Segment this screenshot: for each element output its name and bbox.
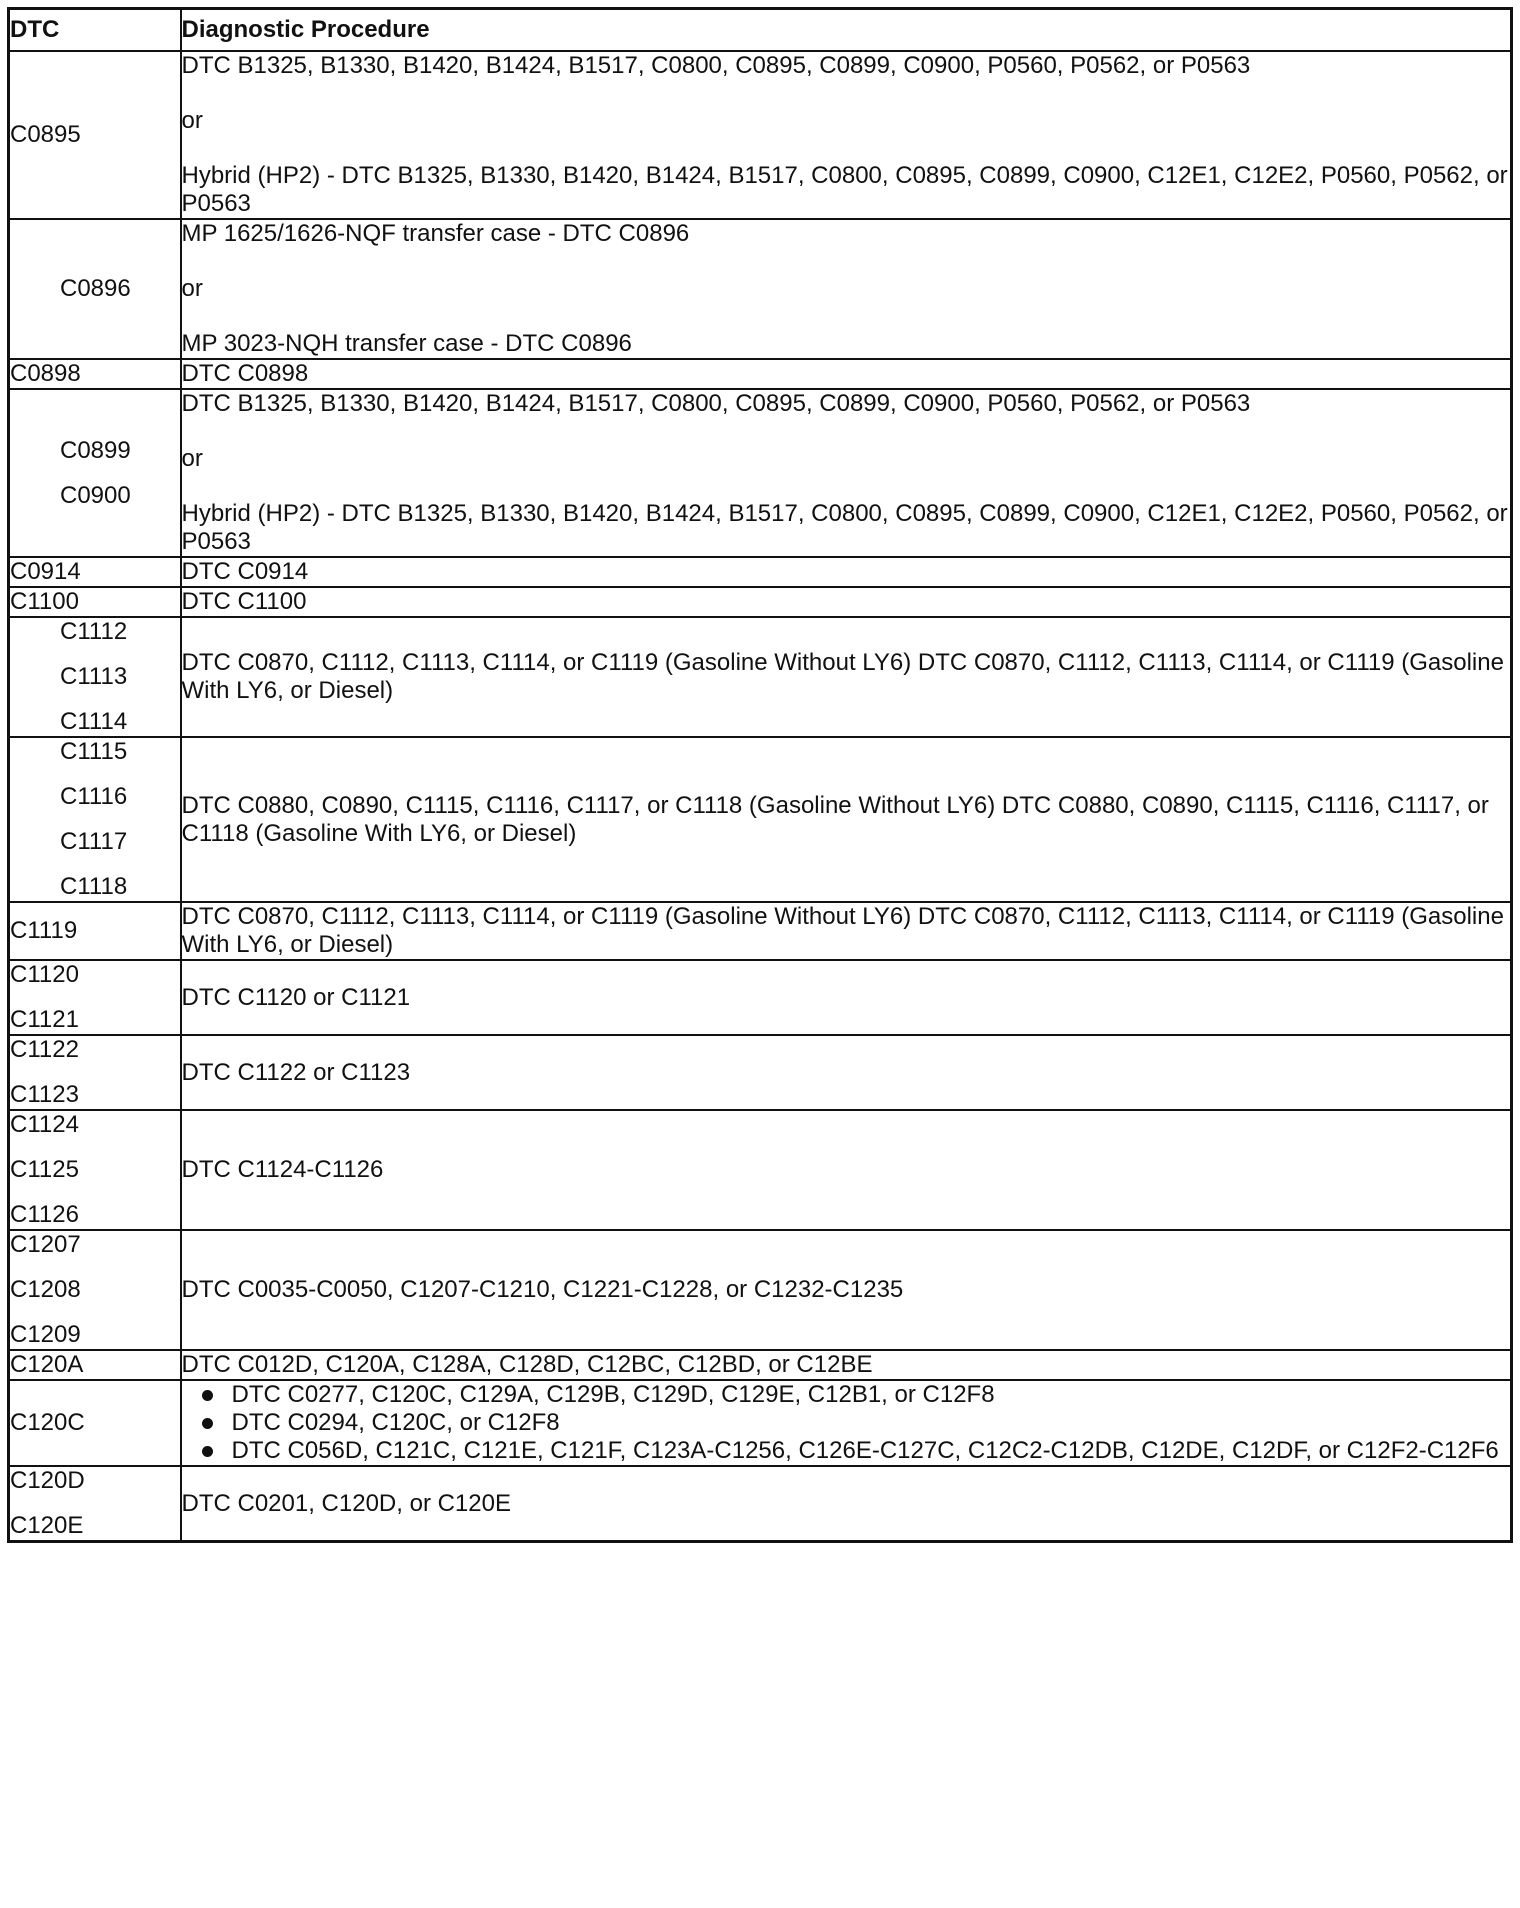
dtc-code: C1116 — [60, 783, 128, 810]
dtc-code-cell — [9, 219, 181, 359]
procedure-text: DTC C012D, C120A, C128A, C128D, C12BC, C12BD, or C12BE — [181, 1351, 873, 1378]
dtc-code: C0895 — [10, 121, 81, 148]
diagnostic-procedure-cell — [181, 737, 1512, 902]
procedure-bullet-text: DTC C0277, C120C, C129A, C129B, C129D, C129E, C12B1, or C12F8 — [231, 1381, 995, 1408]
table-row — [9, 1466, 1512, 1542]
or-separator: or — [181, 275, 203, 302]
dtc-code: C0899 — [60, 436, 131, 464]
dtc-code-cell — [9, 1110, 181, 1230]
dtc-code: C120A — [10, 1351, 84, 1378]
diagnostic-procedure-cell — [181, 960, 1512, 1035]
diagnostic-procedure-cell — [181, 1466, 1512, 1542]
code-spacer — [10, 1064, 180, 1081]
dtc-code: C120D — [10, 1467, 85, 1494]
code-spacer — [60, 811, 180, 828]
dtc-code-cell — [9, 359, 181, 389]
procedure-text: DTC C0898 — [181, 360, 309, 387]
table-row — [9, 617, 1512, 737]
diagnostic-procedure-cell — [181, 219, 1512, 359]
procedure-text: DTC B1325, B1330, B1420, B1424, B1517, C0800, C0895, C0899, C0900, P0560, P0562, or P0563 — [181, 52, 1251, 79]
diagnostic-procedure-cell — [181, 557, 1512, 587]
dtc-code-cell — [9, 1350, 181, 1380]
code-spacer — [60, 465, 180, 482]
diagnostic-procedure-cell — [181, 1035, 1512, 1110]
code-spacer — [10, 1495, 180, 1512]
dtc-code: C1119 — [10, 917, 78, 944]
code-spacer — [10, 1184, 180, 1201]
dtc-code: C0896 — [60, 275, 131, 302]
dtc-code: C1117 — [60, 828, 128, 855]
dtc-code: C1207 — [10, 1231, 81, 1258]
table-row — [9, 219, 1512, 359]
procedure-text: DTC C0035-C0050, C1207-C1210, C1221-C1228, or C1232-C1235 — [181, 1276, 904, 1303]
diagnostic-procedure-cell — [181, 587, 1512, 617]
procedure-text: MP 3023-NQH transfer case - DTC C0896 — [181, 330, 632, 357]
dtc-code: C1208 — [10, 1276, 81, 1303]
bullet-dot-icon — [202, 1418, 213, 1429]
dtc-code: C1113 — [60, 663, 128, 690]
diagnostic-procedure-cell — [181, 617, 1512, 737]
dtc-code-cell — [9, 587, 181, 617]
procedure-text: DTC C1120 or C1121 — [181, 983, 411, 1011]
dtc-code-cell — [9, 1466, 181, 1542]
procedure-text: Hybrid (HP2) - DTC B1325, B1330, B1420, B1424, B1517, C0800, C0895, C0899, C0900, C12E1, C12E2, P0560, P0562, or P0563 — [181, 500, 1508, 555]
dtc-code: C1115 — [60, 738, 128, 765]
diagnostic-procedure-cell — [181, 1110, 1512, 1230]
dtc-code: C1114 — [60, 708, 128, 735]
dtc-code-cell — [9, 737, 181, 902]
or-separator: or — [181, 107, 203, 134]
dtc-code-cell — [9, 1230, 181, 1350]
dtc-code: C1112 — [60, 618, 128, 645]
table-row — [9, 557, 1512, 587]
table-row — [9, 1230, 1512, 1350]
dtc-code-cell — [9, 557, 181, 587]
procedure-bullet-text: DTC C0294, C120C, or C12F8 — [231, 1409, 560, 1436]
procedure-text: DTC C1124-C1126 — [181, 1156, 384, 1183]
table-row — [9, 359, 1512, 389]
table-body — [9, 51, 1512, 1542]
procedure-bullet-text: DTC C056D, C121C, C121E, C121F, C123A-C1256, C126E-C127C, C12C2-C12DB, C12DE, C12DF, or C12F2-C12F6 — [231, 1437, 1499, 1464]
diagnostic-procedure-cell — [181, 51, 1512, 219]
dtc-code: C1120 — [10, 961, 79, 988]
dtc-code: C0900 — [60, 481, 131, 509]
diagnostic-procedure-cell — [181, 359, 1512, 389]
dtc-code-cell — [9, 902, 181, 960]
table-row — [9, 737, 1512, 902]
dtc-code: C1123 — [10, 1081, 79, 1108]
code-spacer — [10, 989, 180, 1006]
procedure-text: DTC C1100 — [181, 588, 307, 615]
table-row — [9, 587, 1512, 617]
procedure-text: DTC C0201, C120D, or C120E — [181, 1489, 511, 1517]
dtc-code-cell — [9, 1035, 181, 1110]
procedure-text: DTC C0870, C1112, C1113, C1114, or C1119 (Gasoline Without LY6) DTC C0870, C1112, C1113, C1114, or C1119 (Gasoline With LY6, or Diesel) — [181, 649, 1504, 704]
header-dtc: DTC — [9, 9, 181, 52]
diagnostic-procedure-cell — [181, 1350, 1512, 1380]
dtc-code: C1125 — [10, 1156, 79, 1183]
dtc-code-cell — [9, 389, 181, 557]
dtc-code: C120C — [10, 1409, 85, 1436]
procedure-text: MP 1625/1626-NQF transfer case - DTC C0896 — [181, 220, 690, 247]
diagnostic-procedure-cell — [181, 389, 1512, 557]
procedure-bullet-item — [182, 1409, 1511, 1437]
dtc-code: C1209 — [10, 1321, 81, 1348]
header-diagnostic-procedure: Diagnostic Procedure — [181, 9, 1512, 52]
dtc-code: C1121 — [10, 1006, 79, 1033]
or-separator: or — [181, 445, 203, 472]
code-spacer — [10, 1304, 180, 1321]
dtc-code-cell — [9, 617, 181, 737]
table-row — [9, 51, 1512, 219]
table-row — [9, 960, 1512, 1035]
dtc-code: C1126 — [10, 1201, 79, 1228]
diagnostic-procedure-cell — [181, 1380, 1512, 1466]
procedure-bullet-item — [182, 1437, 1511, 1465]
table-row — [9, 902, 1512, 960]
code-spacer — [60, 856, 180, 873]
procedure-text: DTC C0914 — [181, 558, 309, 585]
dtc-code-cell — [9, 1380, 181, 1466]
code-spacer — [60, 646, 180, 663]
procedure-text: DTC C0870, C1112, C1113, C1114, or C1119 (Gasoline Without LY6) DTC C0870, C1112, C1113, C1114, or C1119 (Gasoline With LY6, or Diesel) — [181, 903, 1504, 958]
code-spacer — [10, 1259, 180, 1276]
dtc-code: C1122 — [10, 1036, 79, 1063]
procedure-text: DTC C0880, C0890, C1115, C1116, C1117, or C1118 (Gasoline Without LY6) DTC C0880, C0890, C1115, C1116, C1117, or C1118 (Gasoline With LY6, or Diesel) — [181, 791, 1489, 847]
diagnostic-procedure-cell — [181, 1230, 1512, 1350]
dtc-code: C0914 — [10, 558, 81, 585]
bullet-dot-icon — [202, 1390, 213, 1401]
procedure-text: DTC C1122 or C1123 — [181, 1058, 411, 1086]
procedure-text: DTC B1325, B1330, B1420, B1424, B1517, C0800, C0895, C0899, C0900, P0560, P0562, or P0563 — [181, 390, 1251, 417]
table-row — [9, 1380, 1512, 1466]
dtc-table — [7, 7, 1513, 1543]
dtc-code: C1124 — [10, 1111, 79, 1138]
dtc-code-cell — [9, 51, 181, 219]
code-spacer — [60, 691, 180, 708]
table-header-row — [9, 9, 1512, 52]
procedure-bullet-item — [182, 1381, 1511, 1409]
bullet-dot-icon — [202, 1446, 213, 1457]
table-row — [9, 1035, 1512, 1110]
procedure-bullet-list — [182, 1381, 1511, 1465]
code-spacer — [10, 1139, 180, 1156]
table-row — [9, 1350, 1512, 1380]
dtc-code: C1100 — [10, 588, 79, 615]
dtc-code: C120E — [10, 1512, 84, 1539]
dtc-code: C0898 — [10, 360, 81, 387]
diagnostic-procedure-cell — [181, 902, 1512, 960]
procedure-text: Hybrid (HP2) - DTC B1325, B1330, B1420, B1424, B1517, C0800, C0895, C0899, C0900, C12E1, C12E2, P0560, P0562, or P0563 — [181, 162, 1508, 217]
table-row — [9, 389, 1512, 557]
code-spacer — [60, 766, 180, 783]
dtc-code: C1118 — [60, 873, 128, 900]
table-row — [9, 1110, 1512, 1230]
dtc-code-cell — [9, 960, 181, 1035]
